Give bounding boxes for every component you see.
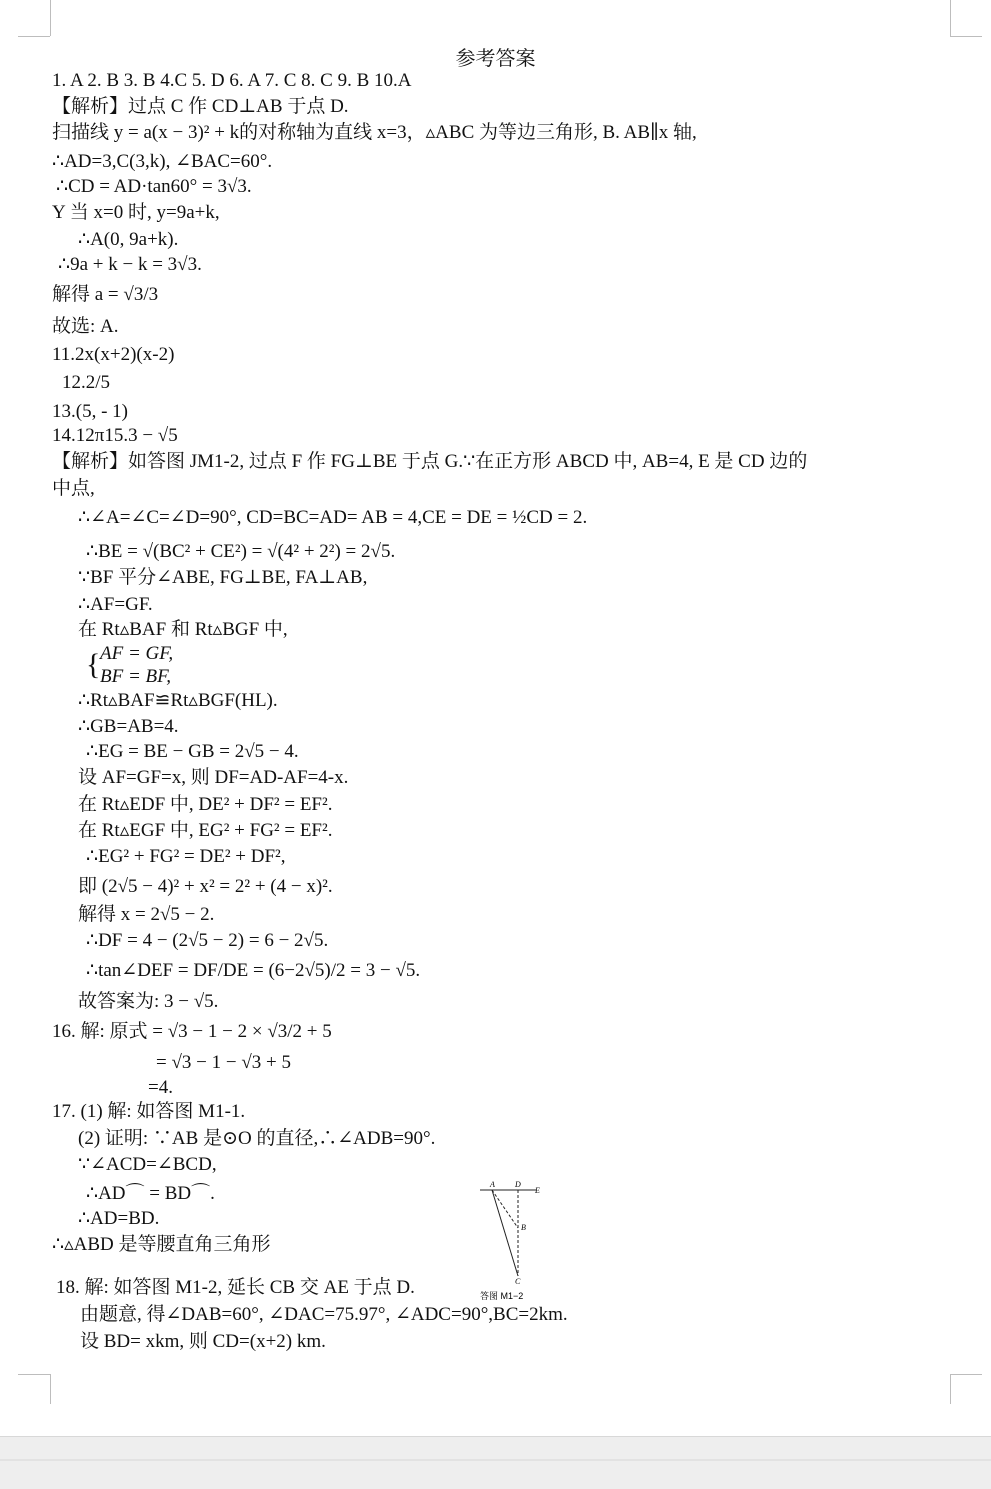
- answer-line-16: 中点,: [52, 478, 95, 499]
- answer-line-38: =4.: [148, 1077, 173, 1098]
- page-title: 参考答案: [455, 48, 536, 70]
- answer-line-18: ∴BE = √(BC² + CE²) = √(4² + 2²) = 2√5.: [86, 541, 396, 562]
- answer-line-25: ∴GB=AB=4.: [78, 716, 179, 737]
- answer-line-29: 在 Rt▵EGF 中, EG² + FG² = EF².: [78, 820, 333, 841]
- answer-line-1: 1. A 2. B 3. B 4.C 5. D 6. A 7. C 8. C 9. B 10.A: [52, 70, 412, 91]
- crop-mark-top-right-v: [950, 0, 952, 36]
- answer-line-43: ∴AD=BD.: [78, 1208, 160, 1229]
- answer-line-37: = √3 − 1 − √3 + 5: [156, 1052, 291, 1073]
- crop-mark-top-left-v: [50, 0, 52, 36]
- answer-figure-m1-2: [478, 1178, 548, 1303]
- answer-line-21: 在 Rt▵BAF 和 Rt▵BGF 中,: [78, 619, 288, 640]
- answer-line-40: (2) 证明: ∵AB 是⊙O 的直径,∴∠ADB=90°.: [78, 1128, 436, 1149]
- answer-line-2: 【解析】过点 C 作 CD⊥AB 于点 D.: [52, 96, 349, 117]
- answer-line-32: 解得 x = 2√5 − 2.: [78, 904, 215, 925]
- answer-line-44: ∴▵ABD 是等腰直角三角形: [52, 1234, 271, 1255]
- figure-caption: 答图 M1−2: [480, 1291, 524, 1301]
- figure-label-c: C: [515, 1277, 521, 1286]
- viewer-bottom-bar: [0, 1436, 991, 1489]
- answer-line-8: ∴9a + k − k = 3√3.: [58, 254, 202, 275]
- answer-line-17: ∴∠A=∠C=∠D=90°, CD=BC=AD= AB = 4,CE = DE = ½CD = 2.: [78, 507, 588, 528]
- answer-line-4: ∴AD=3,C(3,k), ∠BAC=60°.: [52, 151, 273, 172]
- answer-line-11: 11.2x(x+2)(x-2): [52, 344, 175, 365]
- answer-line-14: 14.12π15.3 − √5: [52, 425, 178, 446]
- answer-line-26: ∴EG = BE − GB = 2√5 − 4.: [86, 741, 299, 762]
- answer-line-3: 扫描线 y = a(x − 3)² + k的对称轴为直线 x=3，▵ABC 为等边三角形, B. AB∥x 轴,: [52, 122, 697, 143]
- figure-label-e: E: [535, 1186, 540, 1195]
- answer-line-34: ∴tan∠DEF = DF/DE = (6−2√5)/2 = 3 − √5.: [86, 960, 421, 981]
- answer-line-35: 故答案为: 3 − √5.: [78, 991, 219, 1012]
- brace-icon: {: [86, 648, 101, 681]
- answer-line-22: AF = GF,: [100, 643, 174, 664]
- answer-line-20: ∴AF=GF.: [78, 594, 153, 615]
- figure-label-d: D: [515, 1180, 521, 1189]
- answer-line-12: 12.2/5: [62, 372, 111, 393]
- crop-mark-top-right: [950, 36, 982, 38]
- answer-line-10: 故选: A.: [52, 316, 119, 337]
- answer-line-39: 17. (1) 解: 如答图 M1-1.: [52, 1101, 246, 1122]
- answer-line-36: 16. 解: 原式 = √3 − 1 − 2 × √3/2 + 5: [52, 1021, 332, 1042]
- answer-line-23: BF = BF,: [100, 666, 172, 687]
- answer-line-7: ∴A(0, 9a+k).: [78, 229, 179, 250]
- figure-line-ab: [492, 1190, 518, 1228]
- answer-line-15: 【解析】如答图 JM1-2, 过点 F 作 FG⊥BE 于点 G.∵在正方形 ABCD 中, AB=4, E 是 CD 边的: [52, 451, 808, 472]
- crop-mark-bottom-left: [18, 1374, 50, 1376]
- figure-line-ac: [492, 1190, 518, 1276]
- answer-line-27: 设 AF=GF=x, 则 DF=AD-AF=4-x.: [78, 767, 349, 788]
- answer-line-19: ∵BF 平分∠ABE, FG⊥BE, FA⊥AB,: [78, 567, 368, 588]
- figure-label-b: B: [521, 1223, 526, 1232]
- answer-line-13: 13.(5, - 1): [52, 401, 128, 422]
- answer-line-42: ∴AD⌒ = BD⌒.: [86, 1183, 215, 1204]
- answer-line-24: ∴Rt▵BAF≌Rt▵BGF(HL).: [78, 690, 278, 711]
- answer-line-6: Y 当 x=0 时, y=9a+k,: [52, 202, 220, 223]
- answer-line-5: ∴CD = AD·tan60° = 3√3.: [56, 176, 252, 197]
- crop-mark-bottom-left-v: [50, 1374, 52, 1404]
- answer-line-33: ∴DF = 4 − (2√5 − 2) = 6 − 2√5.: [86, 930, 329, 951]
- answer-line-47: 设 BD= xkm, 则 CD=(x+2) km.: [80, 1331, 326, 1352]
- answer-line-46: 由题意, 得∠DAB=60°, ∠DAC=75.97°, ∠ADC=90°,BC=2km.: [80, 1304, 568, 1325]
- answer-line-45: 18. 解: 如答图 M1-2, 延长 CB 交 AE 于点 D.: [56, 1277, 415, 1298]
- crop-mark-top-left: [18, 36, 50, 38]
- answer-line-28: 在 Rt▵EDF 中, DE² + DF² = EF².: [78, 794, 333, 815]
- crop-mark-bottom-right: [950, 1374, 982, 1376]
- crop-mark-bottom-right-v: [950, 1374, 952, 1404]
- answer-line-41: ∵∠ACD=∠BCD,: [78, 1154, 217, 1175]
- answer-line-30: ∴EG² + FG² = DE² + DF²,: [86, 846, 286, 867]
- answer-line-31: 即 (2√5 − 4)² + x² = 2² + (4 − x)².: [78, 876, 333, 897]
- figure-label-a: A: [490, 1180, 495, 1189]
- answer-line-9: 解得 a = √3/3: [52, 284, 159, 305]
